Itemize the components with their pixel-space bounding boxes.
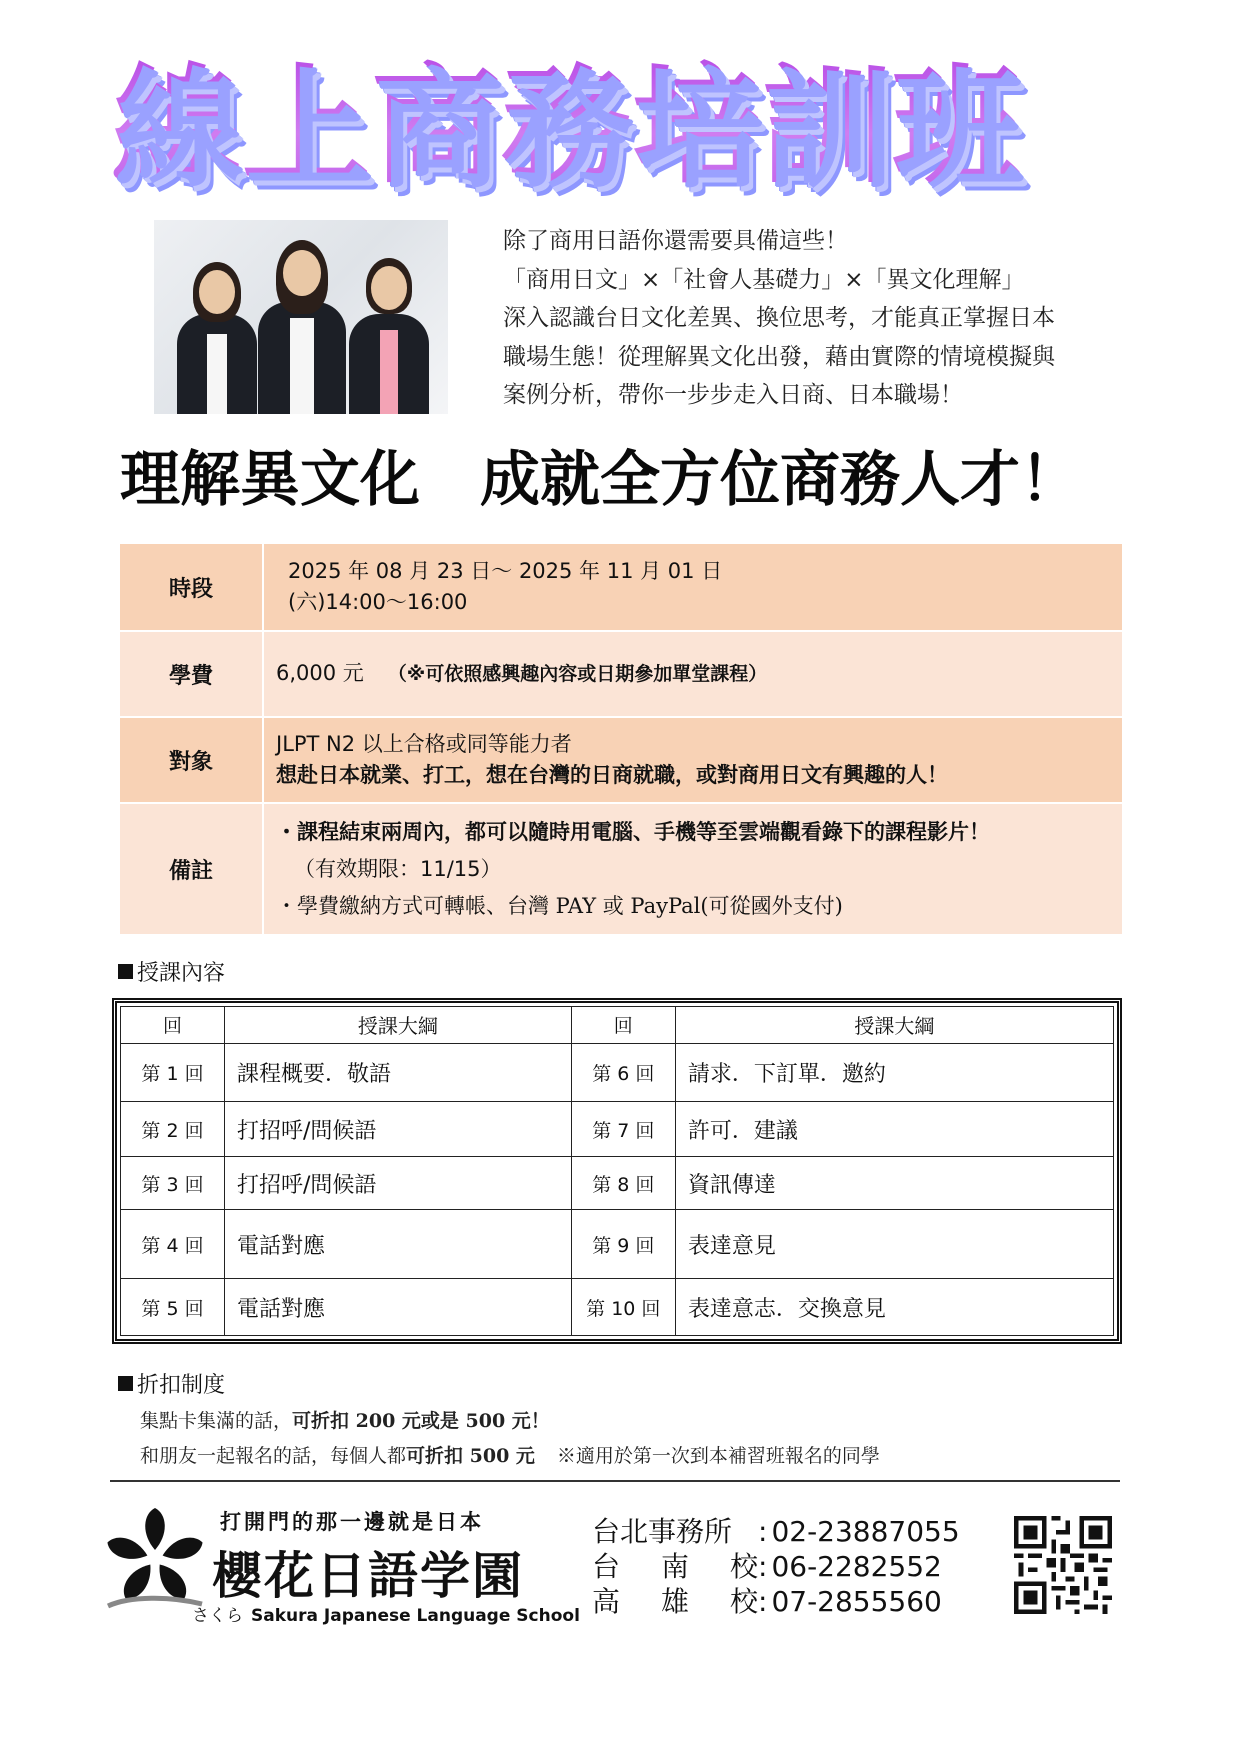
remark-label: 備註 — [119, 803, 263, 935]
square-bullet-icon — [118, 1376, 133, 1391]
header-no: 回 — [571, 1007, 675, 1044]
logo-tagline: 打開門的那一邊就是日本 — [220, 1509, 484, 1534]
fee-note: （※可依照感興趣內容或日期參加單堂課程） — [387, 663, 768, 685]
qr-code-icon[interactable] — [1014, 1516, 1112, 1614]
logo-name: 櫻花日語学園 — [212, 1546, 524, 1605]
fee-label: 學費 — [119, 631, 263, 717]
contact-list — [592, 1514, 960, 1619]
slogan: 理解異文化 成就全方位商務人才！ — [120, 445, 1080, 515]
intro-line: 職場生態！從理解異文化出發，藉由實際的情境模擬與 — [503, 343, 1055, 370]
contact-row: 高 雄 校 : 07-2855560 — [592, 1585, 942, 1618]
businesswomen-photo — [154, 220, 448, 414]
period-value: 2025 年 08 月 23 日～ 2025 年 11 月 01 日 (六)14:00～16:00 — [263, 543, 1123, 631]
target-value: JLPT N2 以上合格或同等能力者 想赴日本就業、打工，想在台灣的日商就職，或對商用日文有興趣的人！ — [263, 717, 1123, 803]
contact-row: 台 南 校 : 06-2282552 — [592, 1550, 942, 1583]
intro-line: 案例分析，帶你一步步走入日商、日本職場！ — [503, 382, 963, 408]
sakura-flower-icon — [100, 1506, 210, 1616]
table-row: 第 3 回 打招呼/問候語 第 8 回 資訊傳達 — [121, 1157, 1114, 1210]
intro-line: 除了商用日語你還需要具備這些！ — [503, 228, 848, 254]
target-label: 對象 — [119, 717, 263, 803]
header-topic: 授課大綱 — [675, 1007, 1113, 1044]
person-figure — [344, 242, 434, 414]
person-figure — [254, 228, 350, 414]
period-label: 時段 — [119, 543, 263, 631]
course-section-heading: 授課內容 — [118, 956, 225, 987]
table-row: 第 2 回 打招呼/問候語 第 7 回 許可．建議 — [121, 1102, 1114, 1157]
course-table-frame — [112, 998, 1122, 1344]
table-row: 第 1 回 課程概要．敬語 第 6 回 請求．下訂單．邀約 — [121, 1043, 1114, 1102]
fee-value: 6,000 元 （※可依照感興趣內容或日期參加單堂課程） — [263, 631, 1123, 717]
contact-row: 台北事務所 : 02-23887055 — [592, 1515, 960, 1548]
logo-english: さくら Sakura Japanese Language School — [192, 1606, 580, 1626]
course-table — [120, 1006, 1114, 1336]
header-topic: 授課大綱 — [225, 1007, 572, 1044]
intro-text — [503, 222, 1123, 415]
course-info-table — [118, 542, 1124, 936]
table-row: 第 5 回 電話對應 第 10 回 表達意志．交換意見 — [121, 1279, 1114, 1336]
discount-text — [140, 1404, 1040, 1474]
intro-highlight: 「商用日文」×「社會人基礎力」×「異文化理解」 — [503, 266, 1025, 293]
table-row: 第 4 回 電話對應 第 9 回 表達意見 — [121, 1210, 1114, 1279]
divider — [110, 1480, 1120, 1482]
square-bullet-icon — [118, 964, 133, 979]
discount-line: 集點卡集滿的話，可折扣 200 元或是 500 元！ — [140, 1410, 550, 1432]
remark-value: ・課程結束兩周內，都可以隨時用電腦、手機等至雲端觀看錄下的課程影片！ （有效期限：11/15） ・學費繳納方式可轉帳、台灣 PAY 或 PayPal(可從國外支付) — [263, 803, 1123, 935]
page-title: 線上商務培訓班 — [112, 52, 1023, 201]
discount-line: 和朋友一起報名的話，每個人都可折扣 500 元 ※適用於第一次到本補習班報名的同學 — [140, 1445, 880, 1467]
discount-section-heading: 折扣制度 — [118, 1368, 225, 1399]
intro-line: 深入認識台日文化差異、換位思考，才能真正掌握日本 — [503, 305, 1055, 331]
person-figure — [172, 244, 262, 414]
school-logo — [100, 1506, 580, 1626]
header-no: 回 — [121, 1007, 225, 1044]
